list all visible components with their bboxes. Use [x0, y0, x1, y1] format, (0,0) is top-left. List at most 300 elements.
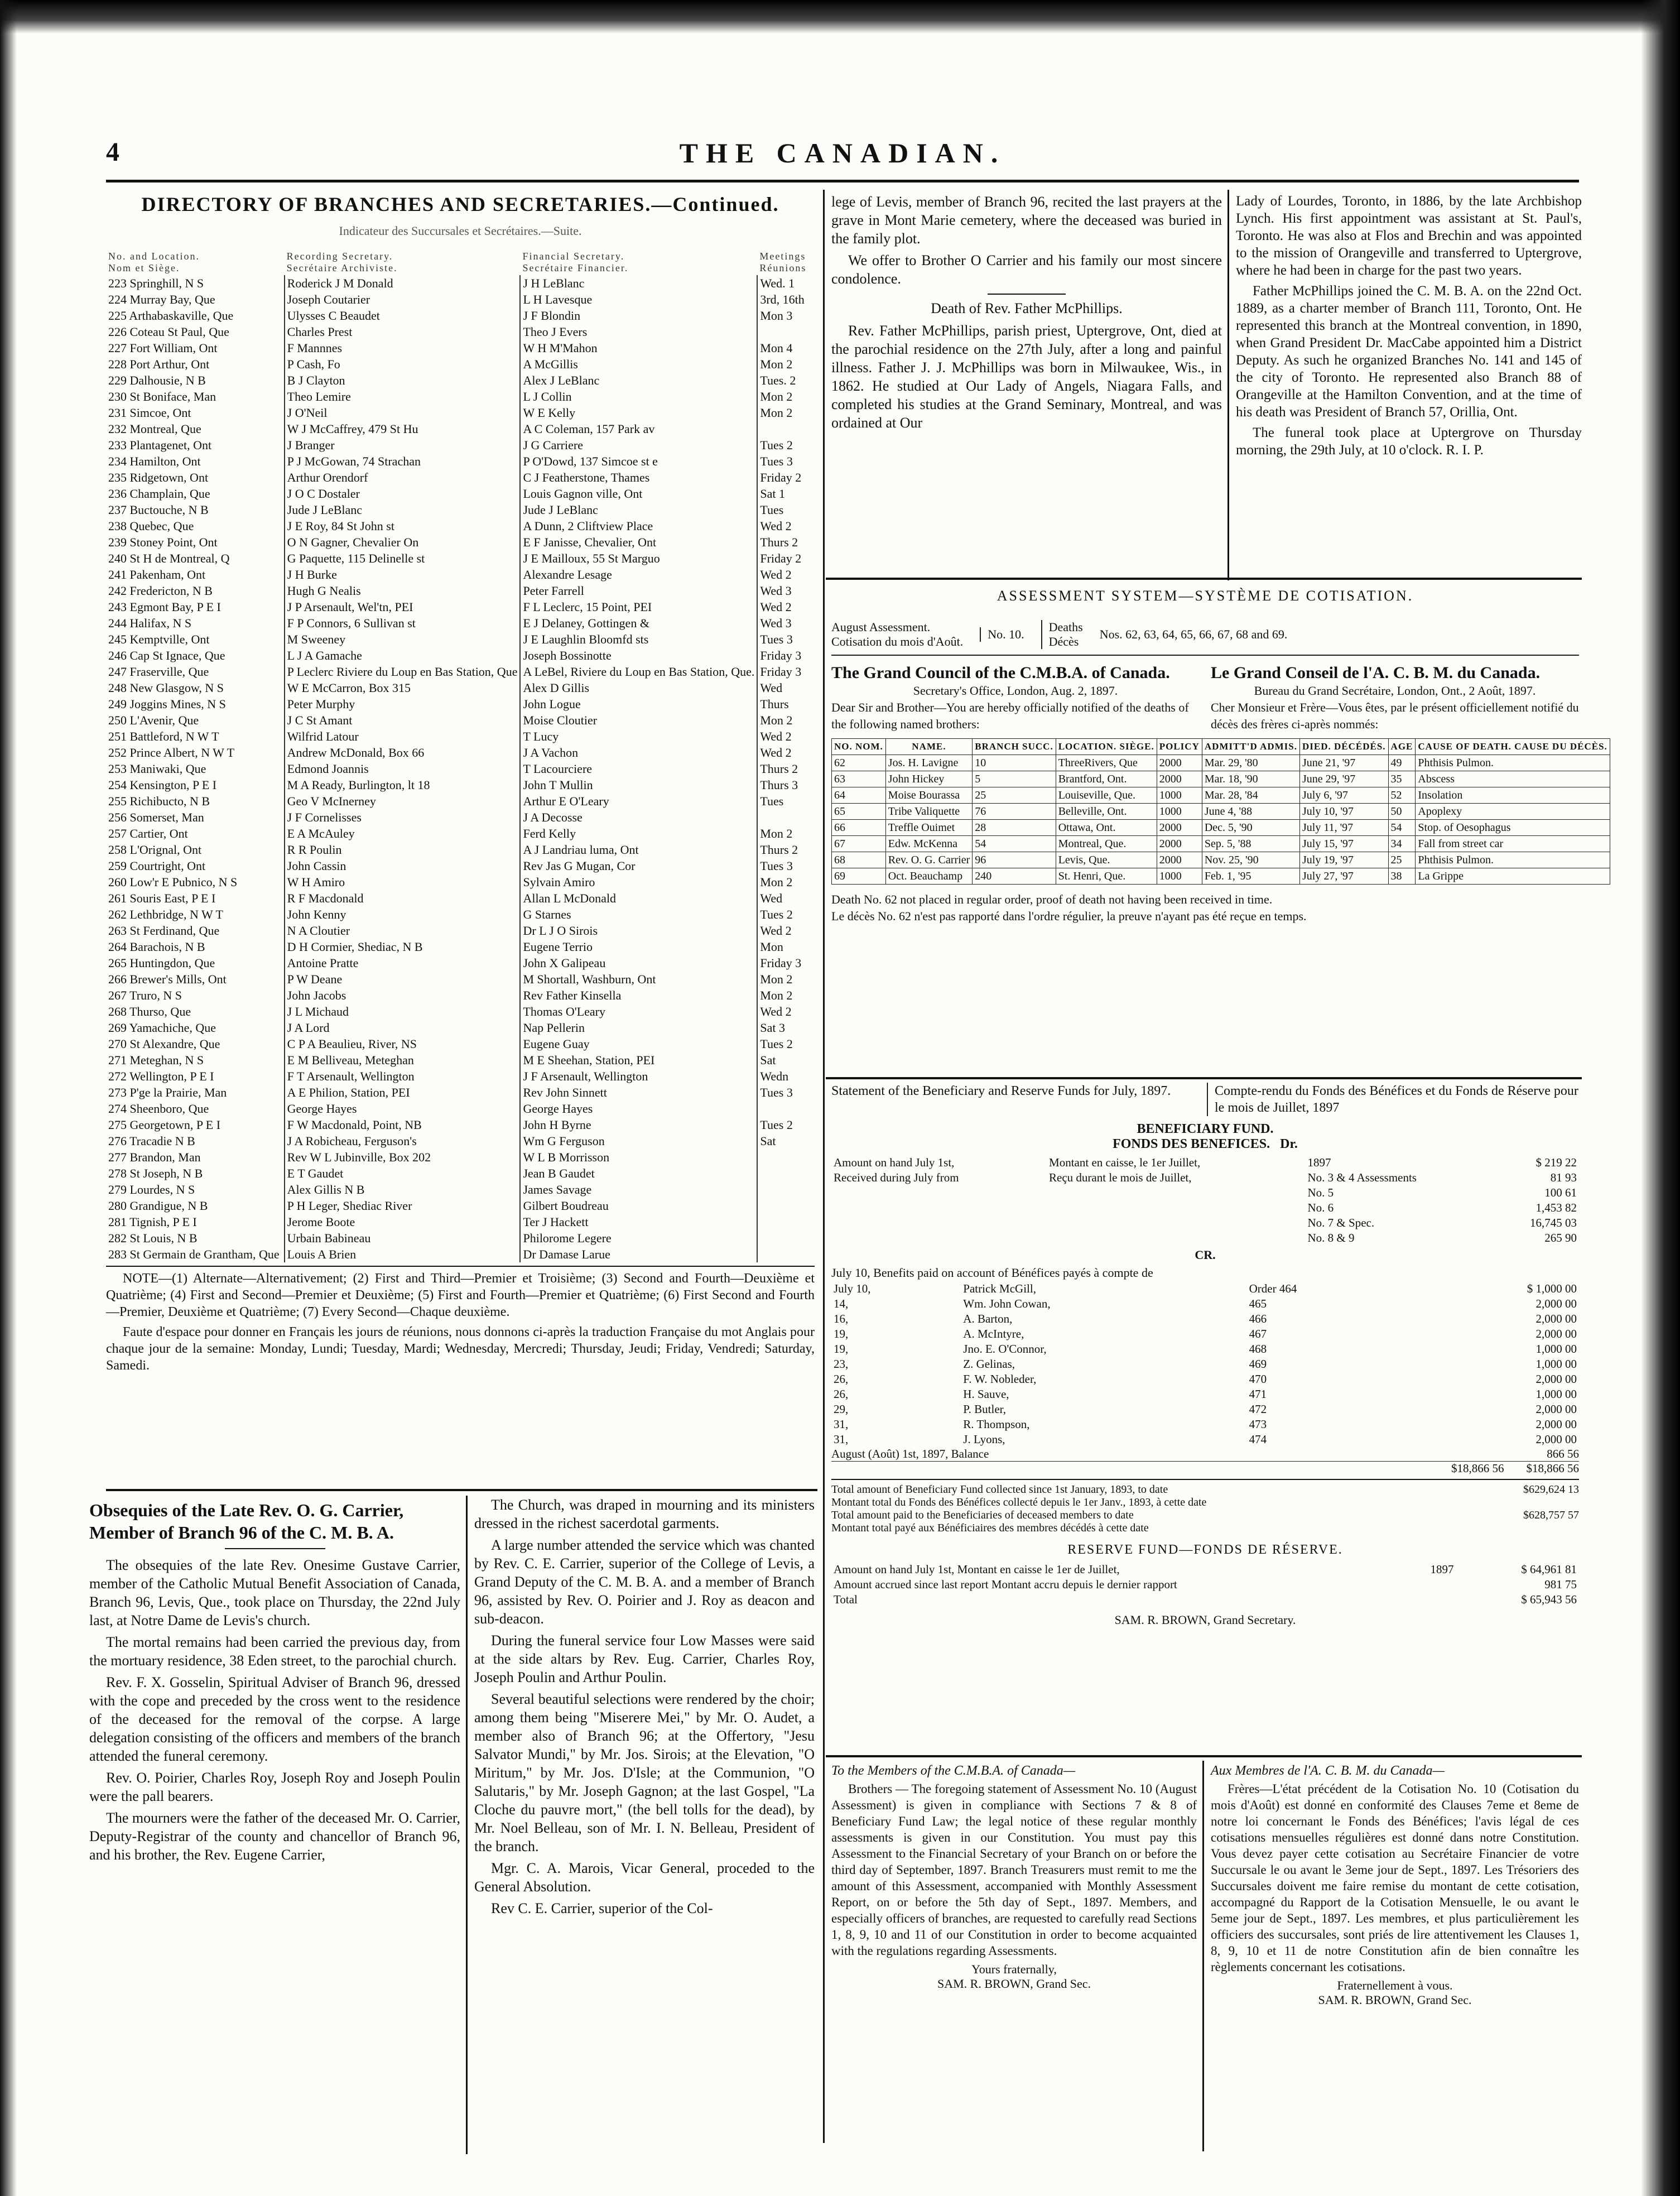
credit-label: CR.: [1195, 1248, 1216, 1262]
directory-recording-secretary-cell: F T Arsenault, Wellington: [285, 1068, 521, 1084]
directory-recording-secretary-cell: George Hayes: [285, 1101, 521, 1117]
table-row: [106, 583, 815, 599]
table-row: [106, 631, 815, 647]
directory-financial-secretary-cell: A LeBel, Riviere du Loup en Bas Station, Que.: [520, 664, 757, 680]
debit-item: No. 3 & 4 Assessments: [1307, 1171, 1417, 1184]
table-row: [106, 696, 815, 712]
directory-recording-secretary-cell: Andrew McDonald, Box 66: [285, 744, 521, 761]
directory-location-cell: 283 St Germain de Grantham, Que: [106, 1246, 285, 1262]
directory-location-cell: 252 Prince Albert, N W T: [106, 744, 285, 761]
table-row: [832, 804, 1610, 820]
debit-label-fr: [1047, 1200, 1305, 1215]
deaths-cell: Mar. 28, '84: [1202, 787, 1299, 804]
directory-meeting-cell: Wed 2: [760, 567, 792, 582]
directory-recording-secretary-cell: W J McCaffrey, 479 St Hu: [285, 421, 521, 437]
credit-name: Patrick McGill,: [963, 1282, 1036, 1295]
deaths-cell: Phthisis Pulmon.: [1416, 755, 1610, 771]
table-row: [106, 712, 815, 728]
credit-name: R. Thompson,: [963, 1417, 1030, 1431]
directory-location-cell: 223 Springhill, N S: [106, 275, 285, 291]
directory-meeting-cell: Mon 2: [760, 389, 793, 403]
deaths-cell: La Grippe: [1416, 868, 1610, 885]
assessment-section: [831, 583, 1607, 1074]
directory-meeting-cell: Sat 1: [760, 486, 785, 501]
obsequies-p4: Rev. O. Poirier, Charles Roy, Joseph Roy and Joseph Poulin were the pall bearers.: [89, 1770, 460, 1804]
directory-meeting-cell: Wedn: [760, 1069, 789, 1083]
deaths-header-cell: LOCATION. SIÈGE.: [1056, 739, 1157, 755]
table-row: [106, 1181, 815, 1198]
deaths-numbers: Nos. 62, 63, 64, 65, 66, 67, 68 and 69.: [1099, 627, 1288, 641]
directory-location-cell: 273 P'ge la Prairie, Man: [106, 1084, 285, 1101]
directory-location-cell: 271 Meteghan, N S: [106, 1052, 285, 1068]
header-recording-fr: Secrétaire Archiviste.: [286, 262, 398, 273]
directory-recording-secretary-cell: E A McAuley: [285, 825, 521, 842]
members-notice-english: [831, 1763, 1197, 2154]
directory-meeting-cell: [757, 809, 815, 825]
directory-recording-secretary-cell: P J McGowan, 74 Strachan: [285, 453, 521, 469]
debit-label-en: Received during July from: [834, 1171, 959, 1184]
directory-recording-secretary-cell: M A Ready, Burlington, lt 18: [285, 777, 521, 793]
table-row: [832, 852, 1610, 868]
reserve-fund-title: RESERVE FUND—FONDS DE RÉSERVE.: [1067, 1543, 1343, 1557]
directory-financial-secretary-cell: P O'Dowd, 137 Simcoe st e: [520, 453, 757, 469]
directory-meeting-cell: Friday 2: [760, 551, 802, 565]
directory-location-cell: 261 Souris East, P E I: [106, 890, 285, 906]
table-row: [106, 1165, 815, 1181]
directory-meeting-cell: Sat: [760, 1053, 776, 1067]
directory-meeting-cell: [757, 1181, 815, 1198]
table-row: [106, 971, 815, 987]
august-assessment-fr: Cotisation du mois d'Août.: [831, 635, 964, 648]
table-row: [106, 550, 815, 566]
august-assessment-en: August Assessment.: [831, 620, 931, 634]
directory-meeting-cell: Tues 3: [760, 858, 793, 873]
directory-meeting-cell: [757, 421, 815, 437]
directory-recording-secretary-cell: Joseph Coutarier: [285, 291, 521, 307]
deaths-cell: 65: [832, 804, 886, 820]
deaths-cell: July 15, '97: [1299, 836, 1388, 852]
table-row: [106, 437, 815, 453]
directory-financial-secretary-cell: J H LeBlanc: [520, 275, 757, 291]
directory-location-cell: 238 Quebec, Que: [106, 518, 285, 534]
table-row: [832, 787, 1610, 804]
directory-meeting-cell: Wed 2: [760, 1004, 792, 1018]
directory-recording-secretary-cell: Jerome Boote: [285, 1214, 521, 1230]
debit-label-en: Amount on hand July 1st,: [834, 1156, 955, 1169]
table-row: [106, 647, 815, 664]
table-row: [106, 486, 815, 502]
directory-location-cell: 260 Low'r E Pubnico, N S: [106, 874, 285, 890]
table-row: [831, 1592, 1579, 1607]
table-row: [106, 453, 815, 469]
table-row: [106, 340, 815, 356]
table-row: [106, 842, 815, 858]
deaths-cell: 63: [832, 771, 886, 787]
directory-meeting-cell: Mon 3: [760, 308, 793, 323]
debit-amount: 1,453 82: [1535, 1201, 1577, 1214]
credit-name: Jno. E. O'Connor,: [963, 1342, 1047, 1356]
carrier-continued-and-death-notice: [831, 193, 1222, 572]
credits-rows: [831, 1281, 1579, 1447]
table-row: [106, 922, 815, 939]
directory-note-french: Faute d'espace pour donner en Français les jours de réunions, nous donnons ci-après la traduction Française du mot Anglais pour chaque jour de la semaine: Monday, Lundi; Tuesday, Mardi; Wednesday, Mercredi; Thursday, Jeudi; Friday, Vendredi; Saturday, Samedi.: [106, 1325, 815, 1373]
deaths-cell: July 19, '97: [1299, 852, 1388, 868]
deaths-cell: 1000: [1157, 787, 1202, 804]
directory-location-cell: 234 Hamilton, Ont: [106, 453, 285, 469]
directory-meeting-cell: Wed: [760, 891, 783, 905]
directory-meeting-cell: Thurs 3: [760, 777, 798, 792]
credit-name: P. Butler,: [963, 1402, 1007, 1416]
deaths-cell: 2000: [1157, 820, 1202, 836]
death-continued-p1: Lady of Lourdes, Toronto, in 1886, by the late Archbishop Lynch. His first appointment was assistant at St. Paul's, Toronto. He was also at Flos and Brechin and was appointed to the mission of Orangeville and transferred to Uptergrove, where he had been in charge for the past two years.: [1236, 194, 1582, 278]
table-row: [106, 1020, 815, 1036]
directory-recording-secretary-cell: M Sweeney: [285, 631, 521, 647]
fund-section: [831, 1083, 1579, 1747]
deaths-header-cell: NAME.: [885, 739, 972, 755]
directory-meeting-cell: [757, 1214, 815, 1230]
directory-location-cell: 281 Tignish, P E I: [106, 1214, 285, 1230]
deaths-cell: 10: [973, 755, 1056, 771]
table-row: [106, 1214, 815, 1230]
directory-section: [106, 193, 815, 1476]
reserve-amount: 981 75: [1544, 1578, 1577, 1591]
directory-meeting-cell: Thurs 2: [760, 761, 798, 776]
directory-financial-secretary-cell: W E Kelly: [520, 405, 757, 421]
table-row: [106, 809, 815, 825]
table-row: [831, 1387, 1579, 1402]
table-row: [106, 744, 815, 761]
directory-meeting-cell: [757, 1149, 815, 1165]
deaths-cell: Phthisis Pulmon.: [1416, 852, 1610, 868]
credit-amount: 1,000 00: [1535, 1387, 1577, 1401]
table-row: [832, 836, 1610, 852]
deaths-cell: Nov. 25, '90: [1202, 852, 1299, 868]
directory-location-cell: 265 Huntingdon, Que: [106, 955, 285, 971]
header-meetings-fr: Réunions: [759, 262, 807, 273]
directory-recording-secretary-cell: J F Cornelisses: [285, 809, 521, 825]
deaths-table: [831, 738, 1610, 885]
directory-financial-secretary-cell: C J Featherstone, Thames: [520, 469, 757, 486]
directory-meeting-cell: Wed 3: [760, 616, 792, 630]
directory-location-cell: 270 St Alexandre, Que: [106, 1036, 285, 1052]
deaths-cell: 25: [1388, 852, 1416, 868]
directory-meeting-cell: Wed 2: [760, 923, 792, 938]
directory-location-cell: 259 Courtright, Ont: [106, 858, 285, 874]
directory-location-cell: 232 Montreal, Que: [106, 421, 285, 437]
directory-meeting-cell: Sat: [760, 1133, 776, 1148]
table-row: [106, 1149, 815, 1165]
deaths-note-en: Death No. 62 not placed in regular order, proof of death not having been received in time.: [831, 892, 1273, 906]
table-row: [831, 1562, 1579, 1577]
deaths-cell: June 4, '88: [1202, 804, 1299, 820]
directory-recording-secretary-cell: P W Deane: [285, 971, 521, 987]
directory-meeting-cell: 3rd, 16th: [760, 292, 805, 306]
table-row: [831, 1327, 1579, 1342]
credit-date: 19,: [834, 1327, 849, 1340]
paper-title: THE CANADIAN.: [679, 137, 1006, 169]
directory-recording-secretary-cell: Rev W L Jubinville, Box 202: [285, 1149, 521, 1165]
directory-recording-secretary-cell: J A Robicheau, Ferguson's: [285, 1133, 521, 1149]
directory-location-cell: 269 Yamachiche, Que: [106, 1020, 285, 1036]
directory-recording-secretary-cell: F W Macdonald, Point, NB: [285, 1117, 521, 1133]
debit-amount: 16,745 03: [1530, 1216, 1577, 1229]
directory-location-cell: 242 Fredericton, N B: [106, 583, 285, 599]
table-row: [106, 1052, 815, 1068]
directory-location-cell: 258 L'Orignal, Ont: [106, 842, 285, 858]
directory-financial-secretary-cell: J A Decosse: [520, 809, 757, 825]
directory-location-cell: 256 Somerset, Man: [106, 809, 285, 825]
directory-recording-secretary-cell: Edmond Joannis: [285, 761, 521, 777]
table-row: [831, 1402, 1579, 1417]
obsequies-column-rule: [466, 1496, 468, 2154]
directory-financial-secretary-cell: J E Mailloux, 55 St Marguo: [520, 550, 757, 566]
directory-financial-secretary-cell: Rev Jas G Mugan, Cor: [520, 858, 757, 874]
directory-location-cell: 245 Kemptville, Ont: [106, 631, 285, 647]
directory-meeting-cell: [757, 1101, 815, 1117]
directory-recording-secretary-cell: Antoine Pratte: [285, 955, 521, 971]
carrier-continued-p2: We offer to Brother O Carrier and his family our most sincere condolence.: [831, 252, 1222, 287]
directory-financial-secretary-cell: George Hayes: [520, 1101, 757, 1117]
debit-label-en: [831, 1200, 1047, 1215]
directory-meeting-cell: Friday 3: [760, 955, 802, 970]
directory-location-cell: 276 Tracadie N B: [106, 1133, 285, 1149]
obsequies-title-rule: [225, 1548, 325, 1549]
page-number: 4: [106, 137, 119, 167]
directory-financial-secretary-cell: L H Lavesque: [520, 291, 757, 307]
directory-recording-secretary-cell: Charles Prest: [285, 324, 521, 340]
debit-label-en: [831, 1231, 1047, 1246]
carrier-continued-p1: lege of Levis, member of Branch 96, recited the last prayers at the grave in Mont Marie cemetery, where the deceased was buried in the family plot.: [831, 194, 1222, 247]
table-row: [106, 1230, 815, 1246]
directory-location-cell: 248 New Glasgow, N S: [106, 680, 285, 696]
table-row: [106, 356, 815, 372]
deaths-cell: Ottawa, Ont.: [1056, 820, 1157, 836]
credit-date: 19,: [834, 1342, 849, 1356]
obsequies-p9: Several beautiful selections were rendered by the choir; among them being "Miserere Mei," by Mr. O. Audet, a member also of Branch 96; at the Offertory, "Jesu Salvator Mundi," by Mr. Jos. Sirois; at the Elevation, "O Miritum," by Mr. Jos. D'Isle; at the Communion, "O Salutaris," by Mr. Joseph Gagnon; at the last Gospel, "La Cloche du pauvre mort," (the bell tolls for the dead), by Mr. Noel Belleau, son of Mr. I. N. Belleau, President of the branch.: [474, 1691, 815, 1854]
directory-financial-secretary-cell: Wm G Ferguson: [520, 1133, 757, 1149]
deaths-table-header: [832, 739, 1610, 755]
deaths-cell: 64: [832, 787, 886, 804]
table-row: [106, 874, 815, 890]
table-row: [831, 1215, 1579, 1231]
directory-recording-secretary-cell: John Kenny: [285, 906, 521, 922]
table-row: [106, 858, 815, 874]
deaths-cell: 25: [973, 787, 1056, 804]
table-row: [106, 372, 815, 388]
death-continued-p2: Father McPhillips joined the C. M. B. A. on the 22nd Oct. 1889, as a charter member of Branch 111, Toronto, Ont. He represented this branch at the Montreal convention, in 1890, when Grand President Dr. MacCabe appointed him a District Deputy. As such he organized Branches No. 141 and 145 of the city of Toronto. He represented also Branch 88 of Orangeville at the Hamilton Convention, and at the time of his death was President of Branch 57, Orillia, Ont.: [1236, 283, 1582, 420]
deaths-cell: 240: [973, 868, 1056, 885]
debit-label-en: [831, 1185, 1047, 1200]
table-row: [106, 275, 815, 291]
credit-order: 474: [1249, 1433, 1267, 1446]
directory-recording-secretary-cell: Jude J LeBlanc: [285, 502, 521, 518]
debits-rows: [831, 1155, 1579, 1246]
assessment-rule-top: [826, 578, 1582, 580]
beneficiary-fund-title-fr: [831, 1137, 1579, 1152]
table-row: [106, 1246, 815, 1262]
table-row: [831, 1372, 1579, 1387]
members-notice-french: [1211, 1763, 1579, 2154]
directory-meeting-cell: Tues 3: [760, 1085, 793, 1099]
deaths-cell: 49: [1388, 755, 1416, 771]
directory-recording-secretary-cell: L J A Gamache: [285, 647, 521, 664]
header-meetings-en: Meetings: [759, 251, 806, 262]
directory-location-cell: 277 Brandon, Man: [106, 1149, 285, 1165]
deaths-cell: Brantford, Ont.: [1056, 771, 1157, 787]
credit-name: A. McIntyre,: [963, 1327, 1024, 1340]
office-fr: Bureau du Grand Secrétaire, London, Ont., 2 Août, 1897.: [1254, 684, 1536, 698]
table-row: [106, 1036, 815, 1052]
directory-financial-secretary-cell: Alex D Gillis: [520, 680, 757, 696]
table-row: [831, 1155, 1579, 1170]
deaths-cell: June 21, '97: [1299, 755, 1388, 771]
directory-financial-secretary-cell: J E Laughlin Bloomfd sts: [520, 631, 757, 647]
credit-date: 14,: [834, 1297, 849, 1310]
directory-location-cell: 229 Dalhousie, N B: [106, 372, 285, 388]
directory-meeting-cell: Tues: [760, 502, 784, 517]
council-french: [1211, 664, 1579, 733]
directory-financial-secretary-cell: G Starnes: [520, 906, 757, 922]
table-row: [106, 761, 815, 777]
beneficiary-credits-table: [831, 1281, 1579, 1447]
debit-item: No. 7 & Spec.: [1307, 1216, 1375, 1229]
members-text-en: Brothers — The foregoing statement of Assessment No. 10 (August Assessment) is given in compliance with Sections 7 & 8 of Beneficiary Fund Law; the legal notice of these regular monthly assessments is given in our Constitution. You must pay this Assessment to the Financial Secretary of your Branch on or before the third day of September, 1897. Branch Treasurers must remit to me the amount of this Assessment, accompanied with Monthly Assessment Report, on or before the 5th day of Sept., 1897. Members, and especially officers of branches, are requested to carefully read Sections 1, 8, 9, 10 and 11 of our Constitution in order to become acquainted with the regulations regarding Assessments.: [831, 1782, 1197, 1958]
table-row: [106, 566, 815, 583]
directory-financial-secretary-cell: Eugene Guay: [520, 1036, 757, 1052]
deaths-cell: 2000: [1157, 755, 1202, 771]
directory-meeting-cell: Tues 2: [760, 907, 793, 921]
directory-recording-secretary-cell: Urbain Babineau: [285, 1230, 521, 1246]
table-row: [106, 793, 815, 809]
directory-meeting-cell: Tues 2: [760, 1036, 793, 1051]
deaths-cell: Apoplexy: [1416, 804, 1610, 820]
directory-meeting-cell: Wed 3: [760, 583, 792, 598]
assessment-title: ASSESSMENT SYSTEM—SYSTÈME DE COTISATION.: [997, 588, 1414, 604]
directory-meeting-cell: [757, 1198, 815, 1214]
fund-rule-top: [826, 1077, 1582, 1079]
directory-recording-secretary-cell: F Mannnes: [285, 340, 521, 356]
table-row: [831, 1357, 1579, 1372]
collected-en: Total amount of Beneficiary Fund collected since 1st January, 1893, to date: [831, 1483, 1168, 1496]
directory-location-cell: 236 Champlain, Que: [106, 486, 285, 502]
fund-signer: SAM. R. BROWN, Grand Secretary.: [1114, 1613, 1296, 1627]
debit-amount: 265 90: [1544, 1231, 1577, 1244]
credit-name: Wm. John Cowan,: [963, 1297, 1051, 1310]
debit-label-fr: [1047, 1185, 1305, 1200]
credit-date: 26,: [834, 1387, 849, 1401]
paid-line: [831, 1509, 1579, 1535]
directory-location-cell: 282 St Louis, N B: [106, 1230, 285, 1246]
directory-financial-secretary-cell: Dr L J O Sirois: [520, 922, 757, 939]
directory-meeting-cell: Sat 3: [760, 1020, 785, 1035]
table-row: [832, 771, 1610, 787]
deaths-cell: 69: [832, 868, 886, 885]
directory-recording-secretary-cell: Alex Gillis N B: [285, 1181, 521, 1198]
office-en: Secretary's Office, London, Aug. 2, 1897.: [913, 684, 1118, 698]
directory-recording-secretary-cell: P Cash, Fo: [285, 356, 521, 372]
directory-financial-secretary-cell: E J Delaney, Gottingen &: [520, 615, 757, 631]
deaths-cell: Moise Bourassa: [885, 787, 972, 804]
fund-statement-header: [831, 1083, 1579, 1116]
death-notice-rule: [988, 294, 1066, 295]
directory-location-cell: 280 Grandigue, N B: [106, 1198, 285, 1214]
credit-amount: 1,000 00: [1535, 1357, 1577, 1371]
deaths-cell: Jos. H. Lavigne: [885, 755, 972, 771]
directory-location-cell: 272 Wellington, P E I: [106, 1068, 285, 1084]
table-row: [106, 324, 815, 340]
directory-recording-secretary-cell: W H Amiro: [285, 874, 521, 890]
debit-label-fr: Montant en caisse, le 1er Juillet,: [1049, 1156, 1201, 1169]
beneficiary-debits-table: [831, 1155, 1579, 1246]
directory-location-cell: 266 Brewer's Mills, Ont: [106, 971, 285, 987]
directory-meeting-cell: [757, 1165, 815, 1181]
members-signer-en: SAM. R. BROWN, Grand Sec.: [937, 1977, 1091, 1991]
paid-labels: [831, 1509, 1149, 1535]
credit-amount: 1,000 00: [1535, 1342, 1577, 1356]
members-heading-fr: Aux Membres de l'A. C. B. M. du Canada—: [1211, 1763, 1445, 1778]
balance-label: August (Août) 1st, 1897, Balance: [831, 1447, 989, 1460]
death-continued-p3: The funeral took place at Uptergrove on Thursday morning, the 29th July, at 10 o'clock. R. I. P.: [1236, 425, 1582, 458]
deaths-header-cell: ADMITT'D ADMIS.: [1202, 739, 1299, 755]
header-location: [106, 249, 285, 275]
deaths-cell: 38: [1388, 868, 1416, 885]
deaths-cell: St. Henri, Que.: [1056, 868, 1157, 885]
directory-recording-secretary-cell: Arthur Orendorf: [285, 469, 521, 486]
directory-financial-secretary-cell: Thomas O'Leary: [520, 1003, 757, 1020]
obsequies-p8: During the funeral service four Low Masses were said at the side altars by Rev. Eug. Carrier, Charles Roy, Joseph Poulin and Arthur Poulin.: [474, 1632, 815, 1685]
directory-location-cell: 247 Fraserville, Que: [106, 664, 285, 680]
directory-recording-secretary-cell: C P A Beaulieu, River, NS: [285, 1036, 521, 1052]
deaths-cell: June 29, '97: [1299, 771, 1388, 787]
header-financial-fr: Secrétaire Financier.: [522, 262, 629, 273]
directory-location-cell: 243 Egmont Bay, P E I: [106, 599, 285, 615]
debit-item: 1897: [1307, 1156, 1331, 1169]
directory-meeting-cell: Friday 2: [760, 470, 802, 484]
statement-en: Statement of the Beneficiary and Reserve Funds for July, 1897.: [831, 1084, 1171, 1098]
deaths-cell: 52: [1388, 787, 1416, 804]
directory-location-cell: 241 Pakenham, Ont: [106, 566, 285, 583]
deaths-label-fr: Décès: [1048, 635, 1079, 648]
masthead-rule: [106, 180, 1579, 182]
fund-totals-line: [831, 1461, 1579, 1476]
directory-financial-secretary-cell: Louis Gagnon ville, Ont: [520, 486, 757, 502]
debit-amount: 81 93: [1550, 1171, 1577, 1184]
deaths-cell: Treffle Ouimet: [885, 820, 972, 836]
directory-financial-secretary-cell: M Shortall, Washburn, Ont: [520, 971, 757, 987]
directory-financial-secretary-cell: E F Janisse, Chevalier, Ont: [520, 534, 757, 550]
credit-amount: 2,000 00: [1535, 1417, 1577, 1431]
debit-amount: 100 61: [1544, 1186, 1577, 1199]
directory-location-cell: 235 Ridgetown, Ont: [106, 469, 285, 486]
table-row: [106, 388, 815, 405]
deaths-cell: Tribe Valiquette: [885, 804, 972, 820]
death-notice-p1: Rev. Father McPhillips, parish priest, Uptergrove, Ont, died at the parochial residence on the 27th July, after a long and painful illness. Father J. J. McPhillips was born in Milwaukee, Wis., in 1862. He studied at Our Lady of Angels, Niagara Falls, and completed his studies at the Grand Seminary, Montreal, and was ordained at Our: [831, 323, 1222, 431]
directory-table: [106, 249, 815, 1262]
note-rule: [106, 1266, 815, 1267]
directory-financial-secretary-cell: Gilbert Boudreau: [520, 1198, 757, 1214]
table-row: [106, 987, 815, 1003]
directory-financial-secretary-cell: A Dunn, 2 Cliftview Place: [520, 518, 757, 534]
directory-financial-secretary-cell: Jude J LeBlanc: [520, 502, 757, 518]
directory-recording-secretary-cell: Roderick J M Donald: [285, 275, 521, 291]
credit-order: 465: [1249, 1297, 1267, 1310]
table-row: [106, 1084, 815, 1101]
directory-financial-secretary-cell: Philorome Legere: [520, 1230, 757, 1246]
header-recording-en: Recording Secretary.: [286, 251, 393, 262]
credit-order: 469: [1249, 1357, 1267, 1371]
deaths-cell: Stop. of Oesophagus: [1416, 820, 1610, 836]
directory-financial-secretary-cell: T Lucy: [520, 728, 757, 744]
